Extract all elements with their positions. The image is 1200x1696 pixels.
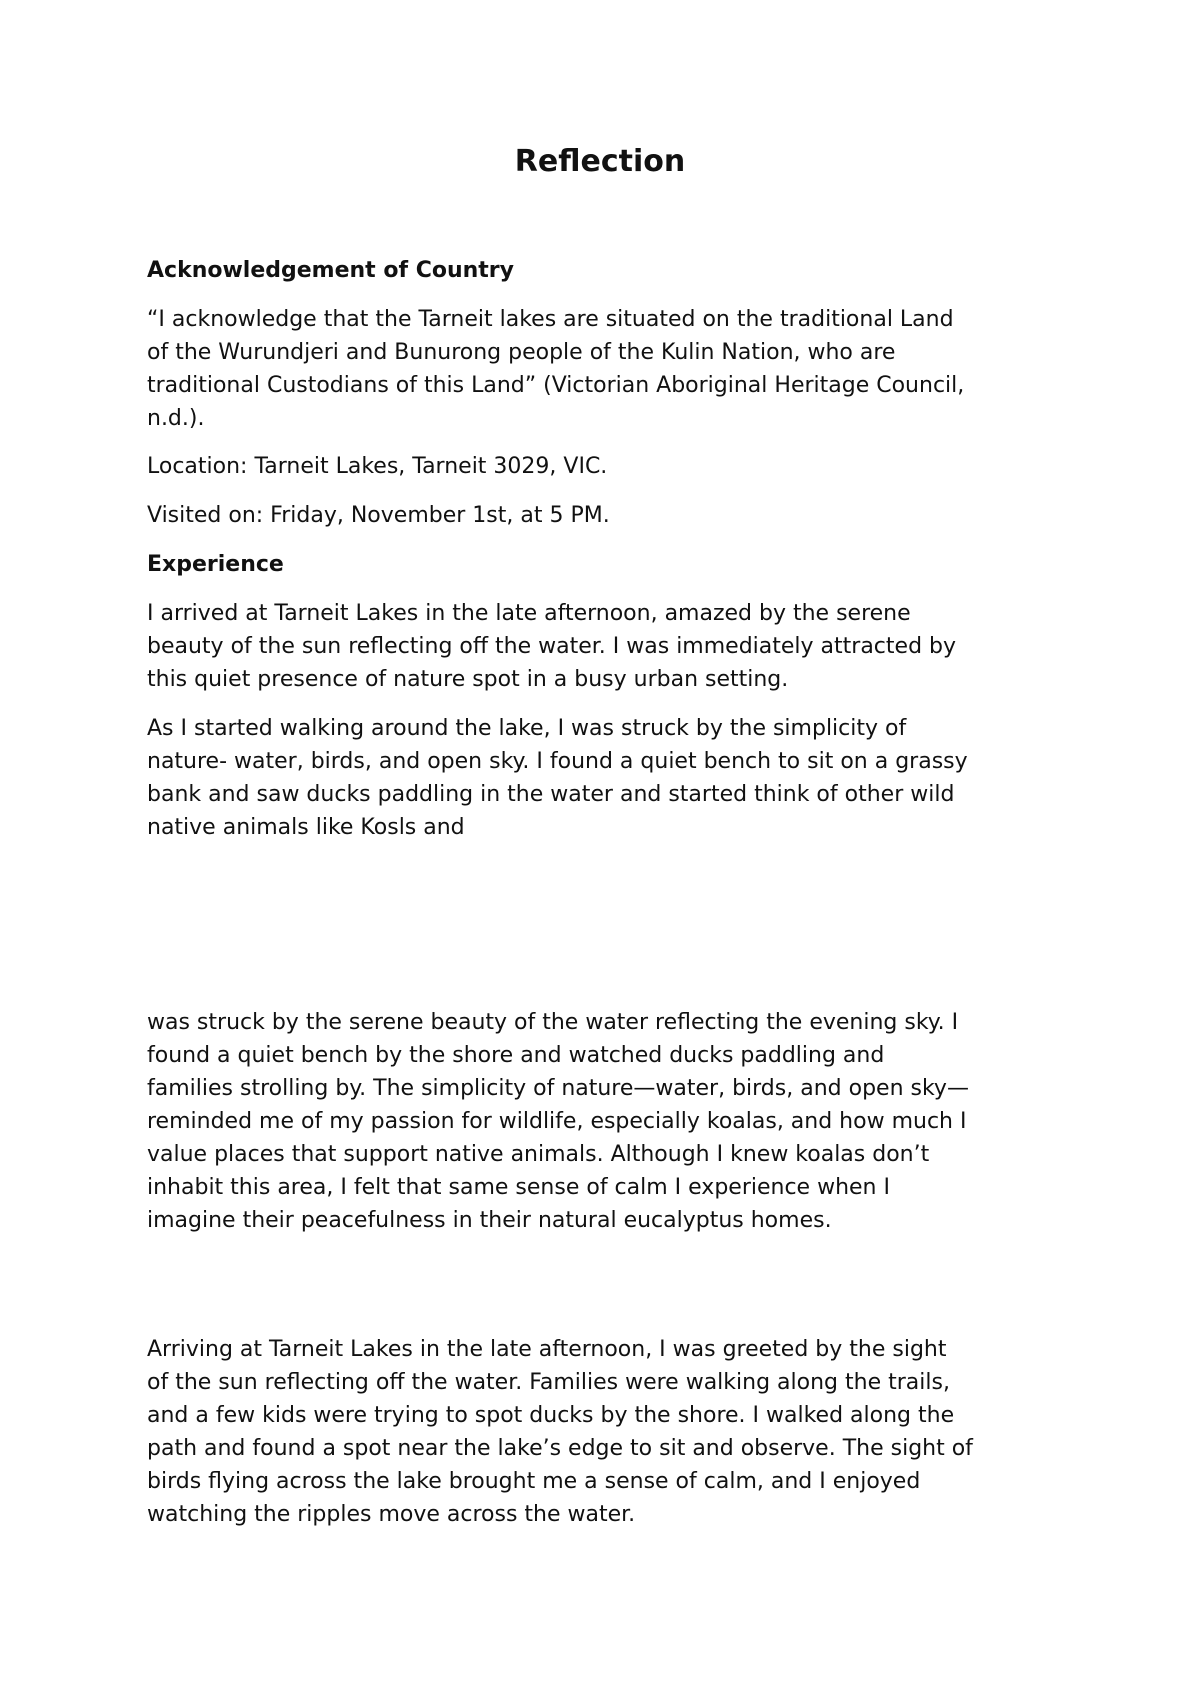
visited-line: Visited on: Friday, November 1st, at 5 PM. — [147, 503, 610, 528]
paragraph-line: native animals like Kosls and — [147, 815, 465, 840]
acknowledgement-line: of the Wurundjeri and Bunurong people of the Kulin Nation, who are — [147, 340, 896, 365]
paragraph-line: path and found a spot near the lake’s edge to sit and observe. The sight of — [147, 1436, 973, 1461]
acknowledgement-line: traditional Custodians of this Land” (Victorian Aboriginal Heritage Council, — [147, 373, 965, 398]
paragraph-line: beauty of the sun reflecting off the water. I was immediately attracted by — [147, 634, 957, 659]
paragraph-line: imagine their peacefulness in their natural eucalyptus homes. — [147, 1208, 832, 1233]
experience-paragraph-2 — [147, 712, 1077, 844]
acknowledgement-line: n.d.). — [147, 406, 205, 431]
paragraph-line: bank and saw ducks paddling in the water and started think of other wild — [147, 782, 955, 807]
paragraph-line: birds flying across the lake brought me a sense of calm, and I enjoyed — [147, 1469, 921, 1494]
paragraph-line: was struck by the serene beauty of the water reflecting the evening sky. I — [147, 1010, 959, 1035]
paragraph-line: reminded me of my passion for wildlife, especially koalas, and how much I — [147, 1109, 967, 1134]
paragraph-line: watching the ripples move across the water. — [147, 1502, 636, 1527]
page-title: Reflection — [514, 144, 686, 179]
paragraph-line: As I started walking around the lake, I was struck by the simplicity of — [147, 716, 907, 741]
paragraph-line: found a quiet bench by the shore and watched ducks paddling and — [147, 1043, 885, 1068]
paragraph-line: inhabit this area, I felt that same sense of calm I experience when I — [147, 1175, 890, 1200]
paragraph-line: this quiet presence of nature spot in a busy urban setting. — [147, 667, 789, 692]
paragraph-line: families strolling by. The simplicity of nature—water, birds, and open sky— — [147, 1076, 969, 1101]
paragraph-line: I arrived at Tarneit Lakes in the late afternoon, amazed by the serene — [147, 601, 911, 626]
experience-paragraph-4 — [147, 1333, 1077, 1531]
acknowledgement-paragraph — [147, 303, 1077, 435]
experience-heading: Experience — [147, 552, 284, 577]
acknowledgement-line: “I acknowledge that the Tarneit lakes are situated on the traditional Land — [147, 307, 954, 332]
paragraph-line: value places that support native animals. Although I knew koalas don’t — [147, 1142, 930, 1167]
location-line: Location: Tarneit Lakes, Tarneit 3029, VIC. — [147, 454, 608, 479]
acknowledgement-heading: Acknowledgement of Country — [147, 258, 514, 283]
experience-paragraph-1 — [147, 597, 1077, 696]
paragraph-line: nature- water, birds, and open sky. I found a quiet bench to sit on a grassy — [147, 749, 968, 774]
experience-paragraph-3 — [147, 1006, 1077, 1237]
paragraph-line: Arriving at Tarneit Lakes in the late afternoon, I was greeted by the sight — [147, 1337, 947, 1362]
paragraph-line: of the sun reflecting off the water. Families were walking along the trails, — [147, 1370, 950, 1395]
paragraph-line: and a few kids were trying to spot ducks by the shore. I walked along the — [147, 1403, 955, 1428]
